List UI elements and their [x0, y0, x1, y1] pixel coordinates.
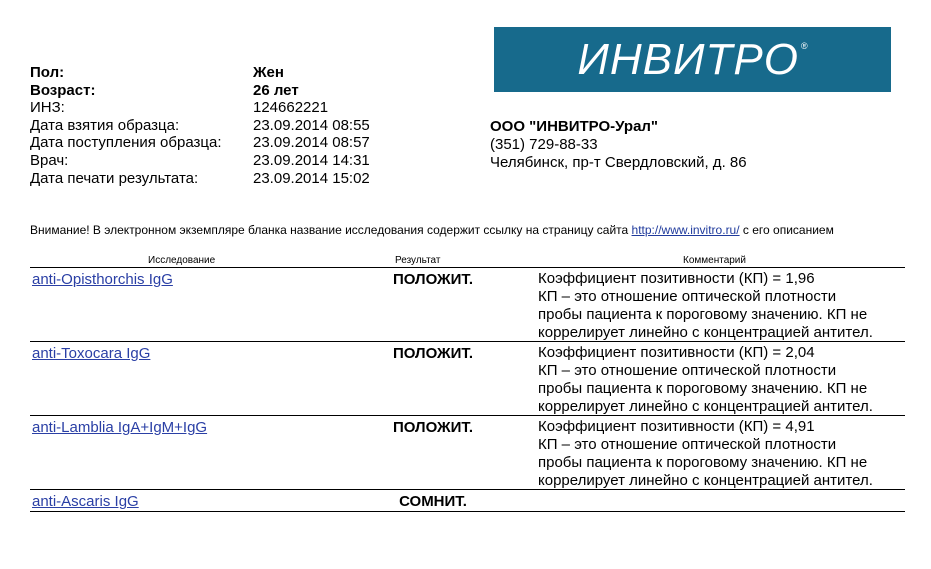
comment-line: пробы пациента к пороговому значению. КП не [538, 380, 868, 397]
lab-address: Челябинск, пр-т Свердловский, д. 86 [490, 154, 747, 171]
patient-row [30, 99, 370, 117]
comment-line: коррелирует линейно с концентрацией антител. [538, 324, 873, 341]
table-row [30, 416, 905, 490]
header-result: Результат [395, 255, 441, 266]
comment-line: коррелирует линейно с концентрацией антител. [538, 472, 873, 489]
field-value: 23.09.2014 14:31 [253, 151, 370, 169]
results-table [30, 254, 905, 512]
patient-row [30, 64, 370, 82]
field-value: 26 лет [253, 81, 299, 99]
comment-line: пробы пациента к пороговому значению. КП не [538, 454, 868, 471]
comment-text [538, 418, 905, 490]
result-value: СОМНИТ. [399, 493, 467, 510]
field-label: Пол: [30, 64, 65, 81]
notice-after: с его описанием [739, 223, 834, 237]
field-label: Дата взятия образца: [30, 116, 180, 134]
field-value: 124662221 [253, 99, 329, 117]
field-label: ИНЗ: [30, 99, 65, 117]
field-value: Жен [253, 64, 284, 81]
patient-row [30, 134, 370, 152]
notice-text [30, 223, 834, 237]
header-test: Исследование [148, 255, 216, 266]
header-comment: Комментарий [683, 255, 746, 266]
field-value: 23.09.2014 08:57 [253, 134, 370, 152]
table-row [30, 268, 905, 342]
lab-phone: (351) 729-88-33 [490, 136, 598, 153]
test-link[interactable]: anti-Lamblia IgA+IgM+IgG [32, 419, 208, 436]
field-label: Дата поступления образца: [30, 134, 222, 152]
registered-mark: ® [800, 41, 808, 51]
field-label: Врач: [30, 151, 69, 169]
invitro-site-link[interactable]: http://www.invitro.ru/ [631, 223, 740, 237]
test-link[interactable]: anti-Toxocara IgG [32, 345, 151, 362]
invitro-logo [494, 27, 891, 92]
comment-text [538, 344, 905, 416]
comment-text [538, 270, 905, 342]
table-header [30, 254, 905, 268]
patient-row [30, 82, 370, 100]
patient-row [30, 117, 370, 135]
logo-text: ИНВИТРО [577, 34, 799, 84]
result-value: ПОЛОЖИТ. [392, 345, 474, 362]
field-value: 23.09.2014 08:55 [253, 116, 370, 134]
field-value: 23.09.2014 15:02 [253, 169, 370, 187]
comment-line: КП – это отношение оптической плотности [538, 436, 837, 453]
notice-before: Внимание! В электронном экземпляре бланка название исследования содержит ссылку на страницу сайта [30, 223, 632, 237]
comment-line: КП – это отношение оптической плотности [538, 288, 837, 305]
patient-row [30, 152, 370, 170]
patient-info [30, 64, 370, 187]
result-value: ПОЛОЖИТ. [392, 419, 474, 436]
result-value: ПОЛОЖИТ. [392, 271, 474, 288]
lab-info [490, 118, 747, 172]
test-link[interactable]: anti-Opisthorchis IgG [32, 271, 173, 288]
comment-line: Коэффициент позитивности (КП) = 4,91 [538, 418, 815, 435]
test-link[interactable]: anti-Ascaris IgG [32, 493, 139, 510]
table-row [30, 342, 905, 416]
lab-name: ООО "ИНВИТРО-Урал" [490, 118, 659, 135]
field-label: Возраст: [30, 81, 96, 99]
comment-line: Коэффициент позитивности (КП) = 1,96 [538, 270, 815, 287]
table-row [30, 490, 905, 512]
comment-line: КП – это отношение оптической плотности [538, 362, 837, 379]
comment-line: пробы пациента к пороговому значению. КП не [538, 306, 868, 323]
comment-line: коррелирует линейно с концентрацией антител. [538, 398, 873, 415]
patient-row [30, 170, 370, 188]
comment-line: Коэффициент позитивности (КП) = 2,04 [538, 344, 815, 361]
field-label: Дата печати результата: [30, 169, 199, 187]
